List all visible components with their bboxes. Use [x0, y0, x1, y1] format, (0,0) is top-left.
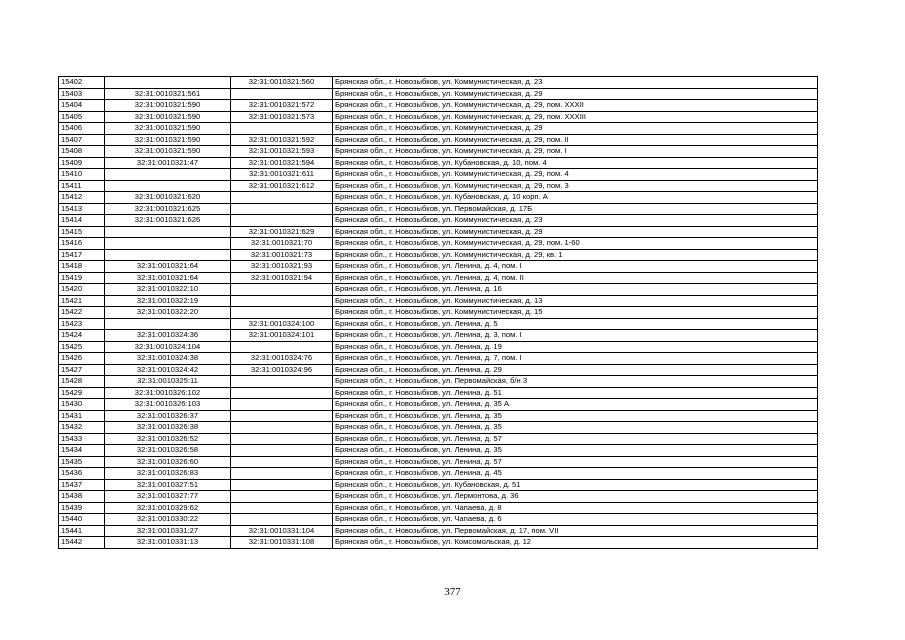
- cadastral-number-cell: [105, 238, 231, 250]
- table-row: [59, 226, 818, 238]
- page-number: 377: [444, 586, 461, 598]
- table-row: [59, 261, 818, 273]
- row-number-cell: 15418: [59, 261, 105, 273]
- address-cell: Брянская обл., г. Новозыбков, ул. Коммунистическая, д. 29: [333, 88, 818, 100]
- row-number-cell: 15419: [59, 272, 105, 284]
- table-row: [59, 353, 818, 365]
- row-number-cell: 15429: [59, 387, 105, 399]
- cadastral-number-cell: 32:31:0010321:590: [105, 123, 231, 135]
- related-cadastral-number-cell: [231, 88, 333, 100]
- address-cell: Брянская обл., г. Новозыбков, ул. Коммунистическая, д. 29, пом. II: [333, 134, 818, 146]
- table-row: [59, 180, 818, 192]
- related-cadastral-number-cell: [231, 502, 333, 514]
- table-row: [59, 514, 818, 526]
- address-cell: Брянская обл., г. Новозыбков, ул. Ленина, д. 4, пом. II: [333, 272, 818, 284]
- table-row: [59, 146, 818, 158]
- address-cell: Брянская обл., г. Новозыбков, ул. Первомайская, б/н 3: [333, 376, 818, 388]
- cadastral-number-cell: 32:31:0010324:104: [105, 341, 231, 353]
- table-row: [59, 123, 818, 135]
- related-cadastral-number-cell: 32:31:0010321:94: [231, 272, 333, 284]
- address-cell: Брянская обл., г. Новозыбков, ул. Ленина, д. 7, пом. I: [333, 353, 818, 365]
- row-number-cell: 15417: [59, 249, 105, 261]
- related-cadastral-number-cell: 32:31:0010321:93: [231, 261, 333, 273]
- address-cell: Брянская обл., г. Новозыбков, ул. Коммунистическая, д. 29, пом. XXXIII: [333, 111, 818, 123]
- table-row: [59, 479, 818, 491]
- cadastral-number-cell: 32:31:0010326:58: [105, 445, 231, 457]
- row-number-cell: 15404: [59, 100, 105, 112]
- row-number-cell: 15411: [59, 180, 105, 192]
- cadastral-number-cell: 32:31:0010321:590: [105, 146, 231, 158]
- table-row: [59, 238, 818, 250]
- cadastral-number-cell: 32:31:0010326:60: [105, 456, 231, 468]
- row-number-cell: 15436: [59, 468, 105, 480]
- related-cadastral-number-cell: 32:31:0010324:76: [231, 353, 333, 365]
- address-cell: Брянская обл., г. Новозыбков, ул. Ленина, д. 16: [333, 284, 818, 296]
- table-row: [59, 525, 818, 537]
- table-row: [59, 272, 818, 284]
- table-row: [59, 445, 818, 457]
- related-cadastral-number-cell: [231, 399, 333, 411]
- address-cell: Брянская обл., г. Новозыбков, ул. Ленина, д. 35: [333, 410, 818, 422]
- cadastral-number-cell: [105, 318, 231, 330]
- address-cell: Брянская обл., г. Новозыбков, ул. Коммунистическая, д. 15: [333, 307, 818, 319]
- table-row: [59, 249, 818, 261]
- cadastral-number-cell: 32:31:0010321:561: [105, 88, 231, 100]
- related-cadastral-number-cell: 32:31:0010321:560: [231, 77, 333, 89]
- related-cadastral-number-cell: 32:31:0010321:70: [231, 238, 333, 250]
- related-cadastral-number-cell: [231, 284, 333, 296]
- cadastral-number-cell: [105, 77, 231, 89]
- table-row: [59, 491, 818, 503]
- related-cadastral-number-cell: [231, 341, 333, 353]
- related-cadastral-number-cell: 32:31:0010324:101: [231, 330, 333, 342]
- table-row: [59, 295, 818, 307]
- row-number-cell: 15405: [59, 111, 105, 123]
- cadastral-number-cell: [105, 169, 231, 181]
- cadastral-number-cell: 32:31:0010324:38: [105, 353, 231, 365]
- cadastral-number-cell: 32:31:0010322:20: [105, 307, 231, 319]
- address-cell: Брянская обл., г. Новозыбков, ул. Коммунистическая, д. 29: [333, 226, 818, 238]
- cadastral-number-cell: 32:31:0010321:626: [105, 215, 231, 227]
- row-number-cell: 15434: [59, 445, 105, 457]
- cadastral-number-cell: 32:31:0010325:11: [105, 376, 231, 388]
- row-number-cell: 15438: [59, 491, 105, 503]
- cadastral-number-cell: 32:31:0010322:10: [105, 284, 231, 296]
- cadastral-number-cell: 32:31:0010326:103: [105, 399, 231, 411]
- row-number-cell: 15409: [59, 157, 105, 169]
- related-cadastral-number-cell: 32:31:0010321:73: [231, 249, 333, 261]
- cadastral-number-cell: 32:31:0010326:52: [105, 433, 231, 445]
- related-cadastral-number-cell: 32:31:0010321:572: [231, 100, 333, 112]
- cadastral-number-cell: 32:31:0010321:590: [105, 100, 231, 112]
- cadastral-number-cell: 32:31:0010321:64: [105, 272, 231, 284]
- address-cell: Брянская обл., г. Новозыбков, ул. Ленина, д. 35 А: [333, 399, 818, 411]
- address-cell: Брянская обл., г. Новозыбков, ул. Коммунистическая, д. 23: [333, 215, 818, 227]
- related-cadastral-number-cell: [231, 456, 333, 468]
- row-number-cell: 15412: [59, 192, 105, 204]
- address-cell: Брянская обл., г. Новозыбков, ул. Коммунистическая, д. 29, пом. 1-60: [333, 238, 818, 250]
- related-cadastral-number-cell: 32:31:0010331:104: [231, 525, 333, 537]
- related-cadastral-number-cell: [231, 468, 333, 480]
- row-number-cell: 15424: [59, 330, 105, 342]
- address-cell: Брянская обл., г. Новозыбков, ул. Кубановская, д. 51: [333, 479, 818, 491]
- row-number-cell: 15420: [59, 284, 105, 296]
- related-cadastral-number-cell: 32:31:0010321:594: [231, 157, 333, 169]
- address-cell: Брянская обл., г. Новозыбков, ул. Ленина, д. 35: [333, 422, 818, 434]
- row-number-cell: 15431: [59, 410, 105, 422]
- table-row: [59, 468, 818, 480]
- address-cell: Брянская обл., г. Новозыбков, ул. Ленина, д. 3, пом. I: [333, 330, 818, 342]
- row-number-cell: 15423: [59, 318, 105, 330]
- cadastral-number-cell: 32:31:0010331:27: [105, 525, 231, 537]
- related-cadastral-number-cell: [231, 192, 333, 204]
- table-row: [59, 537, 818, 549]
- address-cell: Брянская обл., г. Новозыбков, ул. Кубановская, д. 10 корп. А: [333, 192, 818, 204]
- related-cadastral-number-cell: [231, 295, 333, 307]
- related-cadastral-number-cell: [231, 491, 333, 503]
- related-cadastral-number-cell: [231, 387, 333, 399]
- row-number-cell: 15410: [59, 169, 105, 181]
- address-cell: Брянская обл., г. Новозыбков, ул. Ленина, д. 51: [333, 387, 818, 399]
- related-cadastral-number-cell: [231, 422, 333, 434]
- table-row: [59, 192, 818, 204]
- cadastral-number-cell: 32:31:0010321:625: [105, 203, 231, 215]
- registry-table: [58, 76, 818, 549]
- related-cadastral-number-cell: 32:31:0010321:612: [231, 180, 333, 192]
- address-cell: Брянская обл., г. Новозыбков, ул. Ленина, д. 5: [333, 318, 818, 330]
- table-row: [59, 157, 818, 169]
- row-number-cell: 15402: [59, 77, 105, 89]
- address-cell: Брянская обл., г. Новозыбков, ул. Кубановская, д. 10, пом. 4: [333, 157, 818, 169]
- cadastral-number-cell: 32:31:0010326:37: [105, 410, 231, 422]
- address-cell: Брянская обл., г. Новозыбков, ул. Ленина, д. 4, пом. I: [333, 261, 818, 273]
- cadastral-number-cell: 32:31:0010321:620: [105, 192, 231, 204]
- table-row: [59, 284, 818, 296]
- cadastral-number-cell: 32:31:0010322:19: [105, 295, 231, 307]
- cadastral-number-cell: 32:31:0010330:22: [105, 514, 231, 526]
- row-number-cell: 15403: [59, 88, 105, 100]
- related-cadastral-number-cell: 32:31:0010324:96: [231, 364, 333, 376]
- table-row: [59, 387, 818, 399]
- cadastral-number-cell: 32:31:0010321:590: [105, 134, 231, 146]
- address-cell: Брянская обл., г. Новозыбков, ул. Ленина, д. 19: [333, 341, 818, 353]
- row-number-cell: 15422: [59, 307, 105, 319]
- table-row: [59, 410, 818, 422]
- cadastral-number-cell: 32:31:0010324:36: [105, 330, 231, 342]
- row-number-cell: 15437: [59, 479, 105, 491]
- related-cadastral-number-cell: 32:31:0010331:108: [231, 537, 333, 549]
- related-cadastral-number-cell: 32:31:0010321:611: [231, 169, 333, 181]
- cadastral-number-cell: [105, 249, 231, 261]
- related-cadastral-number-cell: 32:31:0010321:573: [231, 111, 333, 123]
- address-cell: Брянская обл., г. Новозыбков, ул. Ленина, д. 35: [333, 445, 818, 457]
- related-cadastral-number-cell: [231, 376, 333, 388]
- cadastral-number-cell: 32:31:0010329:62: [105, 502, 231, 514]
- address-cell: Брянская обл., г. Новозыбков, ул. Коммунистическая, д. 29, кв. 1: [333, 249, 818, 261]
- row-number-cell: 15442: [59, 537, 105, 549]
- table-row: [59, 100, 818, 112]
- row-number-cell: 15407: [59, 134, 105, 146]
- cadastral-number-cell: 32:31:0010327:77: [105, 491, 231, 503]
- address-cell: Брянская обл., г. Новозыбков, ул. Ленина, д. 57: [333, 456, 818, 468]
- related-cadastral-number-cell: [231, 410, 333, 422]
- row-number-cell: 15426: [59, 353, 105, 365]
- address-cell: Брянская обл., г. Новозыбков, ул. Коммунистическая, д. 29, пом. 4: [333, 169, 818, 181]
- cadastral-number-cell: 32:31:0010321:590: [105, 111, 231, 123]
- row-number-cell: 15413: [59, 203, 105, 215]
- table-row: [59, 88, 818, 100]
- related-cadastral-number-cell: [231, 433, 333, 445]
- table-row: [59, 341, 818, 353]
- related-cadastral-number-cell: [231, 445, 333, 457]
- row-number-cell: 15425: [59, 341, 105, 353]
- address-cell: Брянская обл., г. Новозыбков, ул. Первомайская, д. 17Б: [333, 203, 818, 215]
- related-cadastral-number-cell: [231, 203, 333, 215]
- cadastral-number-cell: [105, 180, 231, 192]
- cadastral-number-cell: 32:31:0010321:47: [105, 157, 231, 169]
- address-cell: Брянская обл., г. Новозыбков, ул. Коммунистическая, д. 13: [333, 295, 818, 307]
- address-cell: Брянская обл., г. Новозыбков, ул. Ленина, д. 45: [333, 468, 818, 480]
- table-row: [59, 502, 818, 514]
- table-row: [59, 77, 818, 89]
- address-cell: Брянская обл., г. Новозыбков, ул. Чапаева, д. 8: [333, 502, 818, 514]
- table-row: [59, 111, 818, 123]
- cadastral-number-cell: 32:31:0010321:64: [105, 261, 231, 273]
- row-number-cell: 15416: [59, 238, 105, 250]
- registry-table-body: [59, 77, 818, 549]
- row-number-cell: 15427: [59, 364, 105, 376]
- address-cell: Брянская обл., г. Новозыбков, ул. Коммунистическая, д. 29, пом. XXXII: [333, 100, 818, 112]
- address-cell: Брянская обл., г. Новозыбков, ул. Первомайская, д. 17, пом. VII: [333, 525, 818, 537]
- related-cadastral-number-cell: [231, 123, 333, 135]
- related-cadastral-number-cell: [231, 479, 333, 491]
- table-row: [59, 376, 818, 388]
- row-number-cell: 15435: [59, 456, 105, 468]
- address-cell: Брянская обл., г. Новозыбков, ул. Ленина, д. 29: [333, 364, 818, 376]
- related-cadastral-number-cell: 32:31:0010321:629: [231, 226, 333, 238]
- table-row: [59, 215, 818, 227]
- related-cadastral-number-cell: [231, 307, 333, 319]
- related-cadastral-number-cell: [231, 215, 333, 227]
- cadastral-number-cell: 32:31:0010327:51: [105, 479, 231, 491]
- table-row: [59, 364, 818, 376]
- related-cadastral-number-cell: 32:31:0010321:592: [231, 134, 333, 146]
- address-cell: Брянская обл., г. Новозыбков, ул. Комсомольская, д. 12: [333, 537, 818, 549]
- address-cell: Брянская обл., г. Новозыбков, ул. Чапаева, д. 6: [333, 514, 818, 526]
- address-cell: Брянская обл., г. Новозыбков, ул. Коммунистическая, д. 23: [333, 77, 818, 89]
- related-cadastral-number-cell: 32:31:0010321:593: [231, 146, 333, 158]
- row-number-cell: 15433: [59, 433, 105, 445]
- row-number-cell: 15441: [59, 525, 105, 537]
- row-number-cell: 15406: [59, 123, 105, 135]
- table-row: [59, 307, 818, 319]
- row-number-cell: 15430: [59, 399, 105, 411]
- row-number-cell: 15432: [59, 422, 105, 434]
- address-cell: Брянская обл., г. Новозыбков, ул. Лермонтова, д. 36: [333, 491, 818, 503]
- related-cadastral-number-cell: 32:31:0010324:100: [231, 318, 333, 330]
- cadastral-number-cell: 32:31:0010324:42: [105, 364, 231, 376]
- row-number-cell: 15414: [59, 215, 105, 227]
- row-number-cell: 15428: [59, 376, 105, 388]
- table-row: [59, 203, 818, 215]
- row-number-cell: 15408: [59, 146, 105, 158]
- address-cell: Брянская обл., г. Новозыбков, ул. Коммунистическая, д. 29, пом. I: [333, 146, 818, 158]
- table-row: [59, 422, 818, 434]
- address-cell: Брянская обл., г. Новозыбков, ул. Коммунистическая, д. 29, пом. 3: [333, 180, 818, 192]
- cadastral-number-cell: 32:31:0010326:83: [105, 468, 231, 480]
- table-row: [59, 318, 818, 330]
- row-number-cell: 15421: [59, 295, 105, 307]
- table-row: [59, 433, 818, 445]
- address-cell: Брянская обл., г. Новозыбков, ул. Коммунистическая, д. 29: [333, 123, 818, 135]
- table-row: [59, 134, 818, 146]
- related-cadastral-number-cell: [231, 514, 333, 526]
- table-row: [59, 169, 818, 181]
- cadastral-number-cell: 32:31:0010326:38: [105, 422, 231, 434]
- row-number-cell: 15440: [59, 514, 105, 526]
- table-row: [59, 399, 818, 411]
- address-cell: Брянская обл., г. Новозыбков, ул. Ленина, д. 57: [333, 433, 818, 445]
- table-row: [59, 456, 818, 468]
- cadastral-number-cell: 32:31:0010326:102: [105, 387, 231, 399]
- row-number-cell: 15415: [59, 226, 105, 238]
- cadastral-number-cell: [105, 226, 231, 238]
- cadastral-number-cell: 32:31:0010331:13: [105, 537, 231, 549]
- row-number-cell: 15439: [59, 502, 105, 514]
- table-row: [59, 330, 818, 342]
